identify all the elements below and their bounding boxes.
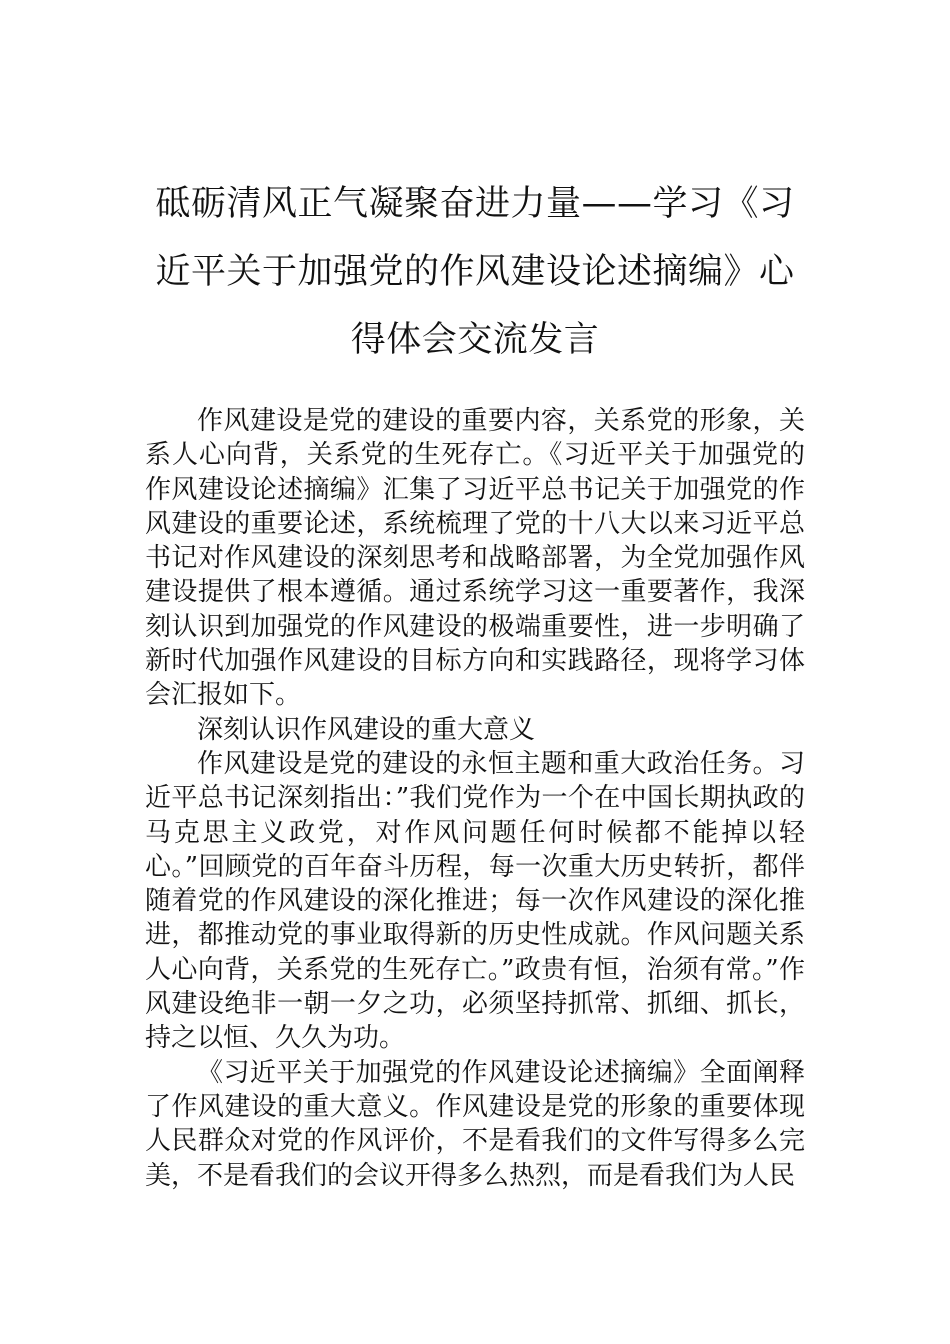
document-body [145,404,805,1193]
document-title: 砥砺清风正气凝聚奋进力量——学习《习近平关于加强党的作风建设论述摘编》心得体会交流发言 [155,184,795,360]
paragraph-significance: 作风建设是党的建设的永恒主题和重大政治任务。习近平总书记深刻指出：”我们党作为一个在中国长期执政的马克思主义政党，对作风问题任何时候都不能掉以轻心。”回顾党的百年奋斗历程，每一次重大历史转折，都伴随着党的作风建设的深化推进；每一次作风建设的深化推进，都推动党的事业取得新的历史性成就。作风问题关系人心向背，关系党的生死存亡。”政贵有恒，治须有常。”作风建设绝非一朝一夕之功，必须坚持抓常、抓细、抓长，持之以恒、久久为功。 [145,748,805,1054]
paragraph-compilation: 《习近平关于加强党的作风建设论述摘编》全面阐释了作风建设的重大意义。作风建设是党的形象的重要体现人民群众对党的作风评价，不是看我们的文件写得多么完美，不是看我们的会议开得多么热烈，而是看我们为人民 [145,1057,805,1191]
paragraph-intro: 作风建设是党的建设的重要内容，关系党的形象，关系人心向背，关系党的生死存亡。《习近平关于加强党的作风建设论述摘编》汇集了习近平总书记关于加强党的作风建设的重要论述，系统梳理了党的十八大以来习近平总书记对作风建设的深刻思考和战略部署，为全党加强作风建设提供了根本遵循。通过系统学习这一重要著作，我深刻认识到加强党的作风建设的极端重要性，进一步明确了新时代加强作风建设的目标方向和实践路径，现将学习体会汇报如下。 [145,406,805,711]
section-heading: 深刻认识作风建设的重大意义 [197,714,536,745]
